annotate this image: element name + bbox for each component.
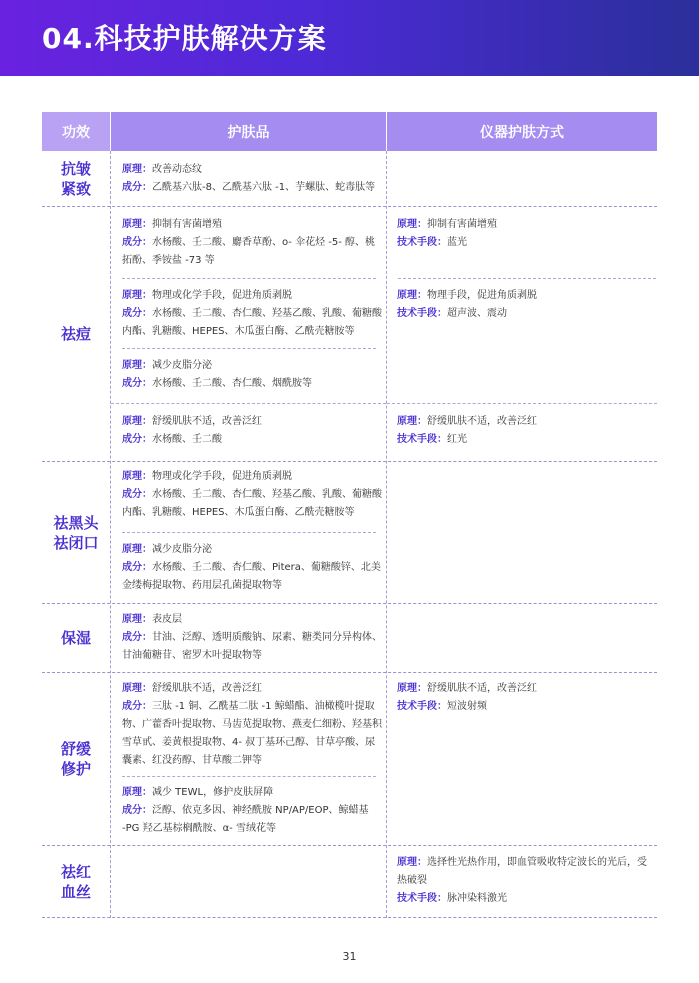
technique-label: 技术手段： (397, 701, 447, 712)
product-entry (122, 541, 384, 595)
function-cell (42, 462, 110, 603)
ingredients-label: 成分： (122, 434, 152, 445)
principle-label: 原理： (397, 416, 427, 427)
instrument-entry (397, 216, 655, 252)
ingredients-label: 成分： (122, 237, 152, 248)
principle-label: 原理： (397, 683, 427, 694)
technique-text: 脉冲染料激光 (447, 893, 507, 904)
principle-label: 原理： (122, 416, 152, 427)
ingredients-label: 成分： (122, 489, 152, 500)
ingredients-text: 囊素、红没药醇、甘草酸二钾等 (122, 755, 262, 766)
page-title: 04.科技护肤解决方案 (42, 22, 327, 55)
principle-label: 原理： (397, 219, 427, 230)
principle-text: 减少 TEWL，修护皮肤屏障 (152, 787, 274, 798)
principle-label: 原理： (122, 219, 152, 230)
principle-text: 减少皮脂分泌 (152, 360, 212, 371)
product-entry (122, 161, 384, 197)
technique-label: 技术手段： (397, 308, 447, 319)
principle-label: 原理： (122, 360, 152, 371)
title-banner (0, 0, 699, 76)
principle-label: 原理： (122, 471, 152, 482)
instrument-entry (397, 680, 655, 716)
product-entry (122, 357, 384, 393)
principle-label: 原理： (122, 614, 152, 625)
ingredients-text: 水杨酸、壬二酸、杏仁酸、羟基乙酸、乳酸、葡糖酸 (152, 489, 382, 500)
function-cell (42, 207, 110, 461)
technique-label: 技术手段： (397, 237, 447, 248)
ingredients-label: 成分： (122, 805, 152, 816)
ingredients-label: 成分： (122, 632, 152, 643)
function-label: 紧致 (60, 180, 91, 198)
ingredients-text: 内酯、乳糖酸、HEPES、木瓜蛋白酶、乙酰壳糖胺等 (122, 507, 355, 518)
header-instrument: 仪器护肤方式 (387, 112, 657, 151)
principle-label: 原理： (397, 857, 427, 868)
function-cell (42, 604, 110, 672)
technique-label: 技术手段： (397, 893, 447, 904)
function-cell (42, 673, 110, 845)
technique-label: 技术手段： (397, 434, 447, 445)
principle-label: 原理： (122, 787, 152, 798)
subrow-divider (122, 278, 376, 279)
function-cell (42, 152, 110, 206)
function-label: 舒缓 (60, 740, 91, 758)
ingredients-text: 水杨酸、壬二酸 (152, 434, 222, 445)
ingredients-text: 水杨酸、壬二酸、杏仁酸、烟酰胺等 (152, 378, 312, 389)
function-label: 祛黑头 (53, 513, 99, 532)
row-divider (42, 672, 657, 673)
column-divider (110, 151, 111, 918)
function-cell (42, 846, 110, 917)
ingredients-text: 物、广藿香叶提取物、马齿苋提取物、燕麦仁细粉、羟基积 (122, 719, 382, 730)
ingredients-label: 成分： (122, 701, 152, 712)
principle-text: 表皮层 (152, 614, 182, 625)
row-divider (42, 845, 657, 846)
technique-text: 红光 (447, 434, 467, 445)
header-product: 护肤品 (111, 112, 386, 151)
ingredients-text: -PG 羟乙基棕榈酰胺、α- 雪绒花等 (122, 823, 276, 834)
ingredients-text: 甘油、泛醇、透明质酸钠、尿素、糖类同分异构体、 (152, 632, 382, 643)
ingredients-label: 成分： (122, 308, 152, 319)
technique-text: 短波射频 (447, 701, 487, 712)
instrument-entry (397, 413, 655, 449)
function-label: 血丝 (60, 882, 91, 901)
principle-text: 热破裂 (397, 875, 427, 886)
row-divider (42, 603, 657, 604)
instrument-entry (397, 854, 655, 908)
header-function: 功效 (42, 112, 110, 151)
page-number: 31 (342, 950, 357, 963)
function-label: 祛闭口 (53, 533, 99, 552)
principle-text: 抑制有害菌增殖 (427, 219, 497, 230)
subrow-divider (398, 278, 656, 279)
principle-text: 舒缓肌肤不适，改善泛红 (152, 683, 262, 694)
function-label: 祛痘 (60, 325, 91, 343)
principle-label: 原理： (122, 290, 152, 301)
ingredients-text: 泛醇、依克多因、神经酰胺 NP/AP/EOP、鲸蜡基 (152, 805, 369, 816)
column-divider (386, 151, 387, 918)
principle-text: 减少皮脂分泌 (152, 544, 212, 555)
function-label: 保湿 (60, 629, 91, 647)
ingredients-text: 三肽 -1 铜、乙酰基二肽 -1 鲸蜡酯、油橄榄叶提取 (152, 701, 375, 712)
subrow-divider (122, 532, 376, 533)
ingredients-text: 金缕梅提取物、药用层孔菌提取物等 (122, 580, 282, 591)
row-divider (42, 206, 657, 207)
product-entry (122, 216, 384, 270)
principle-text: 舒缓肌肤不适，改善泛红 (427, 416, 537, 427)
product-entry (122, 680, 384, 770)
ingredients-text: 甘油葡糖苷、密罗木叶提取物等 (122, 650, 262, 661)
principle-text: 物理手段，促进角质剥脱 (427, 290, 537, 301)
ingredients-text: 水杨酸、壬二酸、杏仁酸、Pitera、葡糖酸锌、北美 (152, 562, 381, 573)
principle-label: 原理： (397, 290, 427, 301)
ingredients-text: 内酯、乳糖酸、HEPES、木瓜蛋白酶、乙酰壳糖胺等 (122, 326, 355, 337)
ingredients-label: 成分： (122, 182, 152, 193)
principle-label: 原理： (122, 544, 152, 555)
principle-text: 抑制有害菌增殖 (152, 219, 222, 230)
principle-text: 改善动态纹 (152, 164, 202, 175)
product-entry (122, 413, 384, 449)
ingredients-text: 雪草甙、姜黄根提取物、4- 叔丁基环己醇、甘草亭酸、尿 (122, 737, 376, 748)
principle-text: 舒缓肌肤不适，改善泛红 (152, 416, 262, 427)
principle-label: 原理： (122, 683, 152, 694)
function-label: 祛红 (60, 862, 91, 881)
subrow-divider (111, 403, 386, 404)
technique-text: 超声波、震动 (447, 308, 507, 319)
ingredients-text: 水杨酸、壬二酸、麝香草酚、o- 伞花烃 -5- 醇、桃 (152, 237, 376, 248)
principle-text: 物理或化学手段，促进角质剥脱 (152, 290, 292, 301)
technique-text: 蓝光 (447, 237, 467, 248)
row-divider (42, 461, 657, 462)
ingredients-label: 成分： (122, 562, 152, 573)
subrow-divider (122, 776, 376, 777)
principle-text: 选择性光热作用，即血管吸收特定波长的光后，受 (427, 857, 647, 868)
product-entry (122, 468, 384, 522)
subrow-divider (387, 403, 657, 404)
principle-label: 原理： (122, 164, 152, 175)
ingredients-text: 乙酰基六肽-8、乙酰基六肽 -1、芋螺肽、蛇毒肽等 (152, 182, 376, 193)
product-entry (122, 611, 384, 665)
product-entry (122, 287, 384, 341)
instrument-entry (397, 287, 655, 323)
function-label: 抗皱 (60, 160, 91, 178)
row-divider (42, 917, 657, 918)
product-entry (122, 784, 384, 838)
function-label: 修护 (60, 760, 91, 778)
principle-text: 物理或化学手段，促进角质剥脱 (152, 471, 292, 482)
ingredients-label: 成分： (122, 378, 152, 389)
subrow-divider (122, 348, 376, 349)
ingredients-text: 拓酚、季铵盐 -73 等 (122, 255, 215, 266)
principle-text: 舒缓肌肤不适，改善泛红 (427, 683, 537, 694)
ingredients-text: 水杨酸、壬二酸、杏仁酸、羟基乙酸、乳酸、葡糖酸 (152, 308, 382, 319)
